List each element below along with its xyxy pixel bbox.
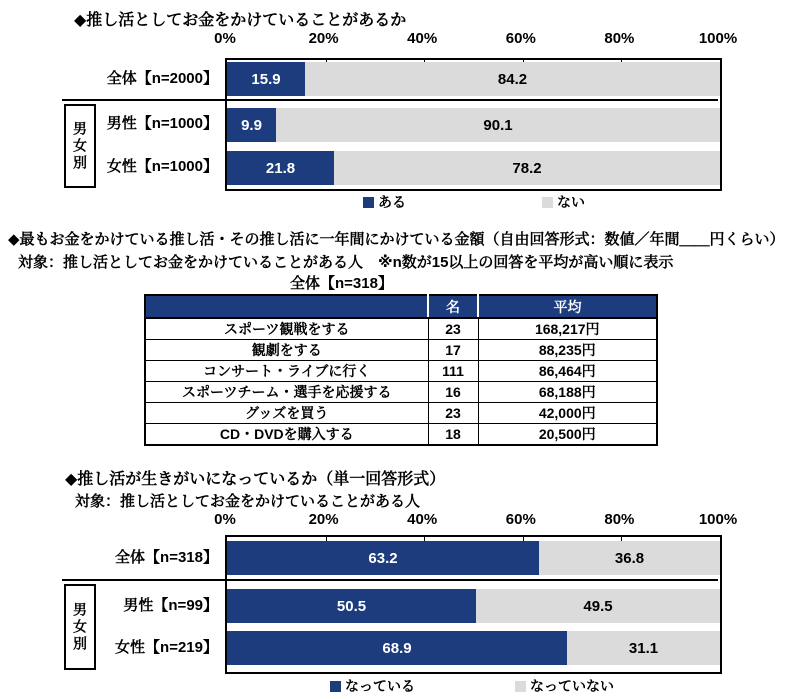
- table-cell: 18: [428, 424, 478, 446]
- legend-label: ない: [557, 194, 585, 210]
- axis-tick-label: 100%: [698, 511, 738, 528]
- bar-segment: [539, 541, 720, 575]
- category-label: 全体【n=318】: [115, 549, 218, 566]
- value-label: 68.9: [382, 639, 412, 657]
- value-label: 78.2: [512, 159, 542, 177]
- table-header-cell: 平均: [478, 295, 657, 318]
- plot-area: [225, 535, 722, 674]
- bar-segment: [476, 589, 720, 623]
- table-cell: 23: [428, 403, 478, 424]
- category-label: 男性【n=99】: [123, 597, 218, 614]
- x-axis: [214, 511, 738, 531]
- category-label: 女性【n=1000】: [106, 158, 218, 175]
- table-cell: スポーツチーム・選手を応援する: [145, 382, 428, 403]
- bar-segment: [567, 631, 720, 665]
- table-caption: 全体【n=318】: [290, 275, 393, 292]
- chart-title: ◆推し活としてお金をかけていることがあるか: [74, 12, 407, 29]
- legend-item: [330, 676, 415, 696]
- bar-row: [227, 541, 720, 575]
- value-label: 36.8: [614, 549, 645, 567]
- gender-group-label: 男女別: [72, 601, 88, 653]
- gender-group-label: 男女別: [72, 120, 88, 172]
- chart-subtitle: 対象：推し活としてお金をかけていることがある人: [75, 493, 421, 510]
- table-cell: グッズを買う: [145, 403, 428, 424]
- table-cell: 20,500円: [478, 424, 657, 446]
- bar-row: [227, 589, 720, 623]
- axis-tick-label: 20%: [308, 30, 339, 47]
- legend-label: なっている: [345, 678, 415, 694]
- axis-tick-label: 100%: [698, 30, 738, 47]
- axis-tick-label: 60%: [505, 511, 536, 528]
- value-label: 49.5: [583, 597, 613, 615]
- value-label: 21.8: [265, 159, 296, 177]
- axis-tick-label: 80%: [604, 511, 635, 528]
- value-label: 84.2: [497, 70, 528, 88]
- axis-tick-label: 0%: [214, 511, 236, 528]
- table-cell: 86,464円: [478, 361, 657, 382]
- value-label: 63.2: [368, 549, 398, 567]
- bar-row: [227, 631, 720, 665]
- value-label: 90.1: [483, 116, 513, 134]
- table-cell: 168,217円: [478, 318, 657, 340]
- value-label: 50.5: [336, 597, 367, 615]
- axis-tick-label: 40%: [407, 511, 438, 528]
- legend-label: ある: [378, 194, 406, 210]
- legend: [0, 676, 800, 696]
- axis-tick-label: 20%: [308, 511, 339, 528]
- legend-item: [515, 676, 614, 696]
- chart-title: ◆推し活が生きがいになっているか（単一回答形式）: [65, 471, 446, 488]
- bar-segment: [227, 541, 539, 575]
- category-label: 女性【n=219】: [115, 639, 218, 656]
- table-cell: 68,188円: [478, 382, 657, 403]
- axis-tick-label: 40%: [407, 30, 438, 47]
- table-title: ◆最もお金をかけている推し活・その推し活に一年間にかけている金額（自由回答形式：数値／年間＿＿円くらい）: [8, 231, 785, 248]
- category-divider-line: [62, 579, 718, 581]
- axis-tick-label: 80%: [604, 30, 635, 47]
- value-label: 15.9: [251, 70, 281, 88]
- bar-segment: [227, 631, 567, 665]
- category-label: 全体【n=2000】: [106, 70, 218, 87]
- table-header-cell: 名: [428, 295, 478, 318]
- table-cell: コンサート・ライブに行く: [145, 361, 428, 382]
- table-cell: 16: [428, 382, 478, 403]
- table-cell: 42,000円: [478, 403, 657, 424]
- table-cell: 111: [428, 361, 478, 382]
- table-cell: 17: [428, 340, 478, 361]
- axis-tick-label: 0%: [214, 30, 236, 47]
- category-label: 男性【n=1000】: [106, 115, 218, 132]
- bar-segment: [227, 589, 476, 623]
- legend-swatch-icon: [515, 681, 526, 692]
- table-cell: スポーツ観戦をする: [145, 318, 428, 340]
- legend-label: なっていない: [530, 678, 614, 694]
- table-cell: 観劇をする: [145, 340, 428, 361]
- legend-swatch-icon: [330, 681, 341, 692]
- value-label: 31.1: [628, 639, 659, 657]
- table-cell: 23: [428, 318, 478, 340]
- value-label: 9.9: [241, 116, 262, 134]
- axis-tick-label: 60%: [505, 30, 536, 47]
- table-cell: 88,235円: [478, 340, 657, 361]
- table-subtitle: 対象：推し活としてお金をかけていることがある人 ※n数が15以上の回答を平均が高い順に表示: [18, 254, 674, 271]
- table-cell: CD・DVDを購入する: [145, 424, 428, 446]
